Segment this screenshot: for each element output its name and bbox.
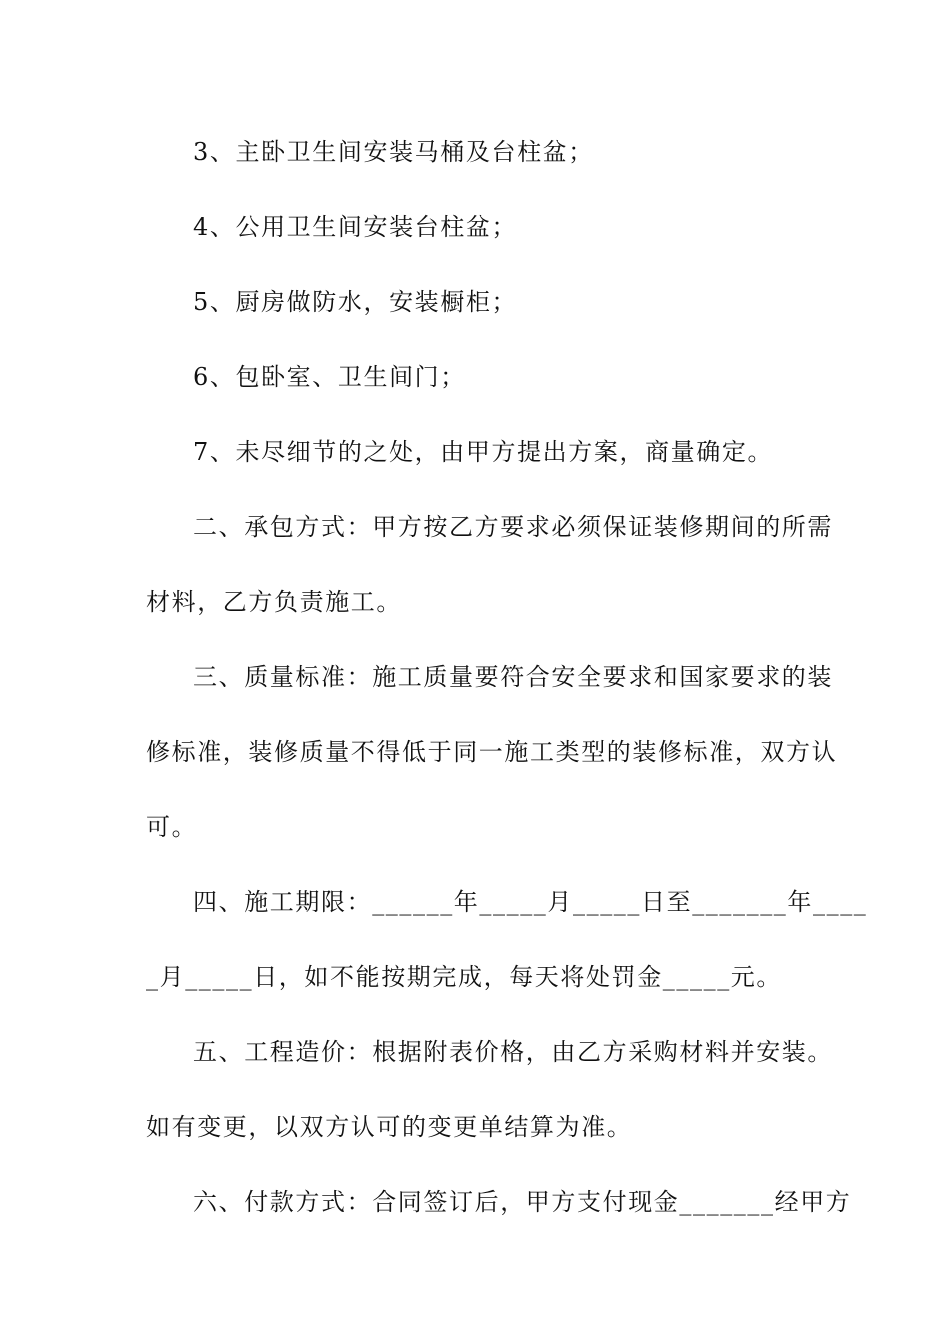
item-3-master-bathroom: 3、主卧卫生间安装马桶及台柱盆； <box>193 138 594 166</box>
item-5-kitchen: 5、厨房做防水，安装橱柜； <box>193 288 518 316</box>
section-3-continuation-2: 可。 <box>146 813 198 841</box>
section-4-continuation: _月_____日，如不能按期完成，每天将处罚金_____元。 <box>146 963 782 991</box>
section-6-payment-method: 六、付款方式：合同签订后，甲方支付现金_______经甲方 <box>193 1188 852 1216</box>
section-2-contract-method: 二、承包方式：甲方按乙方要求必须保证装修期间的所需 <box>193 513 833 541</box>
item-6-doors: 6、包卧室、卫生间门； <box>193 363 466 391</box>
item-7-unspecified-details: 7、未尽细节的之处，由甲方提出方案，商量确定。 <box>193 438 774 466</box>
section-3-quality-standard: 三、质量标准：施工质量要符合安全要求和国家要求的装 <box>193 663 833 691</box>
section-5-continuation: 如有变更，以双方认可的变更单结算为准。 <box>146 1113 633 1141</box>
section-5-project-cost: 五、工程造价：根据附表价格，由乙方采购材料并安装。 <box>193 1038 833 1066</box>
section-4-construction-period: 四、施工期限：______年_____月_____日至_______年____ <box>193 888 868 916</box>
section-2-continuation: 材料，乙方负责施工。 <box>146 588 402 616</box>
item-4-public-bathroom: 4、公用卫生间安装台柱盆； <box>193 213 518 241</box>
section-3-continuation-1: 修标准，装修质量不得低于同一施工类型的装修标准，双方认 <box>146 738 838 766</box>
